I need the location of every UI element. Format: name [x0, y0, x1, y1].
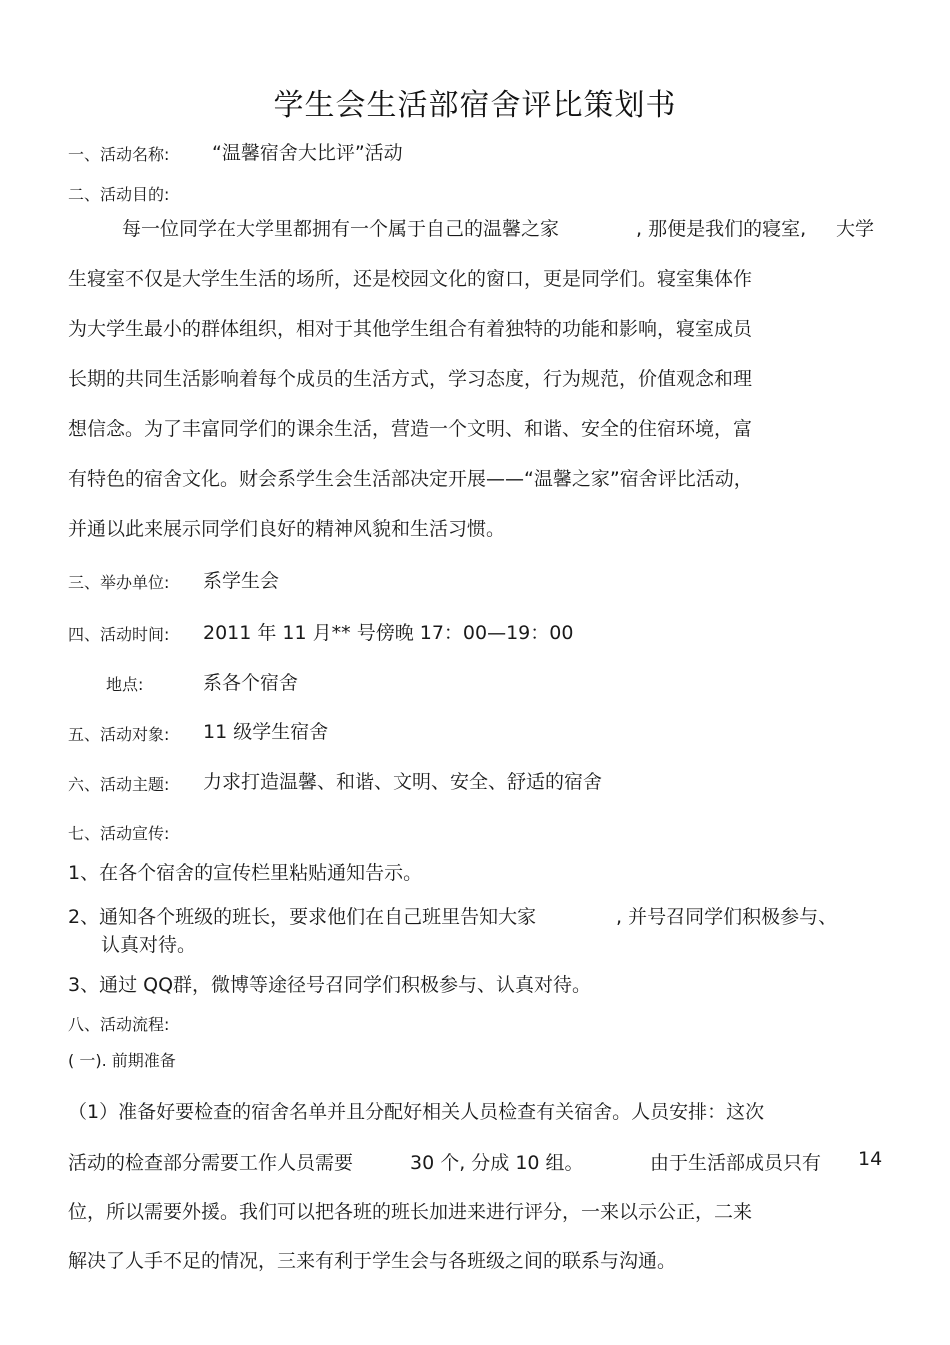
section-2-label: 二、活动目的: — [68, 185, 170, 204]
prep-heading: ( 一). 前期准备 — [68, 1051, 176, 1070]
place-label: 地点: — [106, 675, 144, 694]
section-3-value: 系学生会 — [203, 570, 280, 592]
section-4-value: 2011 年 11 月** 号傍晚 17：00—19：00 — [203, 622, 574, 644]
section-6-label: 六、活动主题: — [68, 775, 170, 794]
section-4-label: 四、活动时间: — [68, 625, 170, 644]
prep-line-4: 解决了人手不足的情况，三来有利于学生会与各班级之间的联系与沟通。 — [68, 1250, 677, 1272]
purpose-line-6: 有特色的宿舍文化。财会系学生会生活部决定开展——“温馨之家”宿舍评比活动， — [68, 468, 753, 490]
section-3-label: 三、举办单位: — [68, 573, 170, 592]
promo-item-2b: , 并号召同学们积极参与、 — [616, 906, 838, 928]
purpose-line-1a: 每一位同学在大学里都拥有一个属于自己的温馨之家 — [122, 218, 560, 240]
promo-item-1: 1、在各个宿舍的宣传栏里粘贴通知告示。 — [68, 862, 423, 884]
prep-line-2a: 活动的检查部分需要工作人员需要 — [68, 1152, 354, 1174]
purpose-line-7: 并通以此来展示同学们良好的精神风貌和生活习惯。 — [68, 518, 506, 540]
section-7-label: 七、活动宣传: — [68, 824, 170, 843]
section-1-label: 一、活动名称: — [68, 145, 170, 164]
purpose-line-1c: 大学 — [836, 218, 875, 240]
place-value: 系各个宿舍 — [203, 672, 299, 694]
prep-line-2c: 由于生活部成员只有 — [650, 1152, 822, 1174]
section-5-label: 五、活动对象: — [68, 725, 170, 744]
promo-item-2c: 认真对待。 — [101, 934, 197, 956]
section-1-value: “温馨宿舍大比评”活动 — [212, 142, 403, 164]
purpose-line-4: 长期的共同生活影响着每个成员的生活方式，学习态度，行为规范，价值观念和理 — [68, 368, 753, 390]
purpose-line-1b: , 那便是我们的寝室, — [636, 218, 807, 240]
promo-item-2a: 2、通知各个班级的班长，要求他们在自己班里告知大家 — [68, 906, 537, 928]
prep-line-2d: 14 — [858, 1148, 883, 1170]
purpose-line-3: 为大学生最小的群体组织，相对于其他学生组合有着独特的功能和影响，寝室成员 — [68, 318, 753, 340]
section-5-value: 11 级学生宿舍 — [203, 721, 329, 743]
prep-line-1: （1）准备好要检查的宿舍名单并且分配好相关人员检查有关宿舍。人员安排：这次 — [68, 1101, 765, 1123]
document-title: 学生会生活部宿舍评比策划书 — [273, 88, 677, 123]
purpose-line-5: 想信念。为了丰富同学们的课余生活，营造一个文明、和谐、安全的住宿环境，富 — [68, 418, 753, 440]
section-8-label: 八、活动流程: — [68, 1015, 170, 1034]
promo-item-3: 3、通过 QQ群，微博等途径号召同学们积极参与、认真对待。 — [68, 974, 592, 996]
prep-line-2b: 30 个, 分成 10 组。 — [410, 1152, 584, 1174]
section-6-value: 力求打造温馨、和谐、文明、安全、舒适的宿舍 — [203, 771, 603, 793]
purpose-line-2: 生寝室不仅是大学生生活的场所，还是校园文化的窗口，更是同学们。寝室集体作 — [68, 268, 753, 290]
prep-line-3: 位，所以需要外援。我们可以把各班的班长加进来进行评分，一来以示公正，二来 — [68, 1201, 753, 1223]
